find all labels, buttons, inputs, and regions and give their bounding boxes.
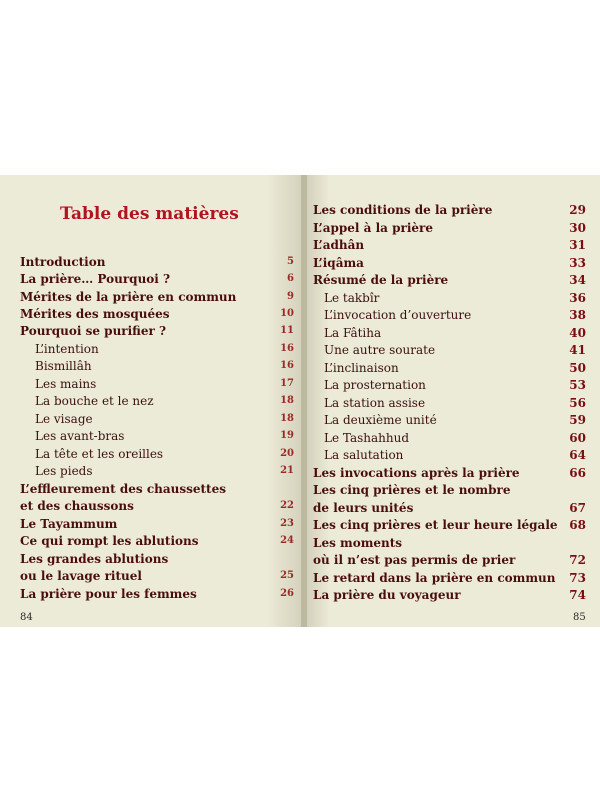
- toc-entry: Résumé de la prière: [313, 273, 449, 287]
- toc-entry: Les cinq prières et le nombre: [313, 483, 511, 497]
- page-number-left: 84: [20, 612, 33, 623]
- toc-entry: Le Tayammum: [20, 517, 118, 531]
- toc-page-number: 20: [280, 448, 294, 459]
- toc-page-number: 40: [569, 326, 586, 340]
- toc-entry: Les conditions de la prière: [313, 203, 493, 217]
- toc-subentry: La tête et les oreilles: [35, 447, 164, 461]
- toc-subentry: La Fâtiha: [324, 326, 382, 340]
- toc-page-number: 60: [569, 431, 586, 445]
- toc-page-number: 24: [280, 535, 294, 546]
- toc-page-number: 33: [569, 256, 586, 270]
- toc-entry: Pourquoi se purifier ?: [20, 324, 167, 338]
- toc-page-number: 9: [287, 291, 294, 302]
- page-number-right: 85: [573, 612, 586, 623]
- toc-page-number: 59: [569, 413, 586, 427]
- toc-subentry: La deuxième unité: [324, 413, 437, 427]
- toc-entry: L’effleurement des chaussettes: [20, 482, 226, 496]
- toc-page-number: 67: [569, 501, 586, 515]
- toc-entry: La prière du voyageur: [313, 588, 461, 602]
- toc-entry: Les grandes ablutions: [20, 552, 169, 566]
- toc-page-number: 66: [569, 466, 586, 480]
- toc-page-number: 68: [569, 518, 586, 532]
- toc-page-number: 5: [287, 256, 294, 267]
- toc-subentry: La station assise: [324, 396, 426, 410]
- toc-page-number: 30: [569, 221, 586, 235]
- toc-subentry: L’intention: [35, 342, 99, 356]
- toc-subentry: L’inclinaison: [324, 361, 399, 375]
- toc-page-number: 10: [280, 308, 294, 319]
- toc-entry: de leurs unités: [313, 501, 414, 515]
- toc-page-number: 16: [280, 360, 294, 371]
- toc-page-number: 50: [569, 361, 586, 375]
- book-gutter: [301, 175, 307, 627]
- toc-page-number: 18: [280, 395, 294, 406]
- toc-page-number: 21: [280, 465, 294, 476]
- toc-entry: La prière… Pourquoi ?: [20, 272, 171, 286]
- toc-page-number: 72: [569, 553, 586, 567]
- toc-subentry: La salutation: [324, 448, 404, 462]
- toc-entry: Les moments: [313, 536, 403, 550]
- toc-subentry: Les pieds: [35, 464, 93, 478]
- toc-page-number: 19: [280, 430, 294, 441]
- toc-subentry: Bismillâh: [35, 359, 92, 373]
- toc-page-number: 17: [280, 378, 294, 389]
- toc-subentry: La bouche et le nez: [35, 394, 154, 408]
- toc-subentry: Le Tashahhud: [324, 431, 410, 445]
- toc-subentry: La prosternation: [324, 378, 426, 392]
- toc-page-number: 31: [569, 238, 586, 252]
- toc-subentry: L’invocation d’ouverture: [324, 308, 472, 322]
- toc-page-number: 18: [280, 413, 294, 424]
- toc-page-number: 56: [569, 396, 586, 410]
- toc-entry: ou le lavage rituel: [20, 569, 142, 583]
- toc-page-number: 6: [287, 273, 294, 284]
- toc-page-number: 16: [280, 343, 294, 354]
- toc-entry: Les invocations après la prière: [313, 466, 520, 480]
- toc-page-number: 38: [569, 308, 586, 322]
- toc-entry: où il n’est pas permis de prier: [313, 553, 516, 567]
- toc-page-number: 22: [280, 500, 294, 511]
- toc-entry: L’iqâma: [313, 256, 364, 270]
- toc-subentry: Les avant-bras: [35, 429, 125, 443]
- toc-entry: Introduction: [20, 255, 106, 269]
- toc-entry: et des chaussons: [20, 499, 134, 513]
- toc-title: Table des matières: [60, 204, 239, 224]
- toc-page-number: 29: [569, 203, 586, 217]
- toc-subentry: Les mains: [35, 377, 97, 391]
- toc-page-number: 64: [569, 448, 586, 462]
- toc-entry: La prière pour les femmes: [20, 587, 197, 601]
- toc-entry: L’appel à la prière: [313, 221, 433, 235]
- toc-page-number: 73: [569, 571, 586, 585]
- toc-entry: L’adhân: [313, 238, 365, 252]
- toc-page-number: 36: [569, 291, 586, 305]
- toc-page-number: 25: [280, 570, 294, 581]
- toc-page-number: 41: [569, 343, 586, 357]
- toc-entry: Ce qui rompt les ablutions: [20, 534, 199, 548]
- toc-entry: Les cinq prières et leur heure légale: [313, 518, 558, 532]
- toc-page-number: 74: [569, 588, 586, 602]
- toc-entry: Mérites des mosquées: [20, 307, 170, 321]
- toc-subentry: Le visage: [35, 412, 93, 426]
- toc-subentry: Le takbîr: [324, 291, 380, 305]
- toc-subentry: Une autre sourate: [324, 343, 436, 357]
- toc-page-number: 23: [280, 518, 294, 529]
- toc-entry: Le retard dans la prière en commun: [313, 571, 556, 585]
- toc-page-number: 26: [280, 588, 294, 599]
- toc-page-number: 11: [280, 325, 294, 336]
- toc-entry: Mérites de la prière en commun: [20, 290, 237, 304]
- toc-page-number: 34: [569, 273, 586, 287]
- toc-page-number: 53: [569, 378, 586, 392]
